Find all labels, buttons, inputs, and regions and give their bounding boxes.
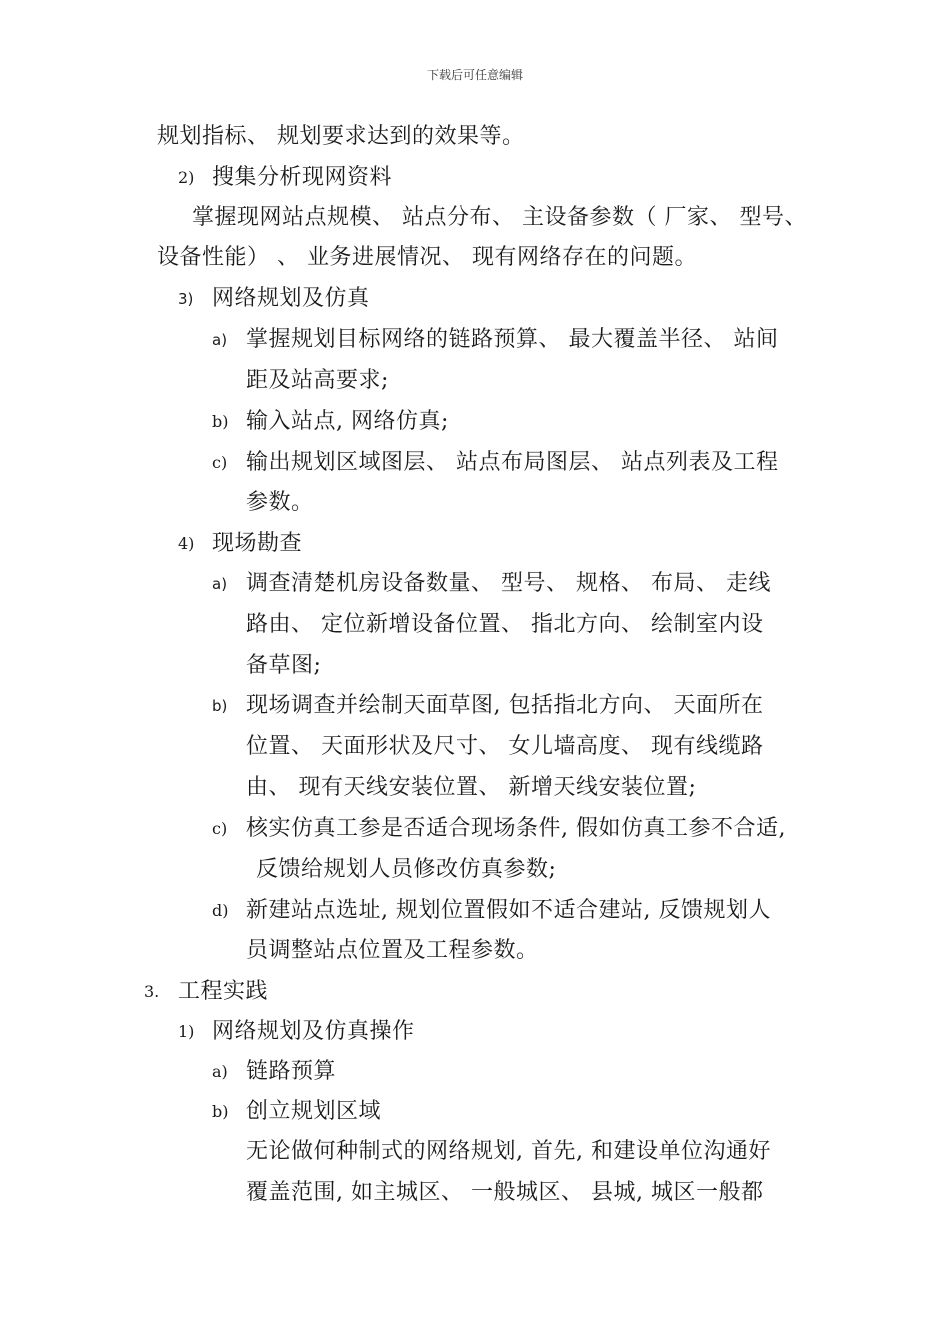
- body-line: 输入站点, 网络仿真;: [246, 409, 449, 434]
- body-line: 参数。: [246, 490, 314, 515]
- body-line: 链路预算: [246, 1059, 337, 1084]
- section-title: 工程实践: [178, 979, 269, 1004]
- list-marker: b): [212, 1102, 229, 1121]
- section-title: 现场勘查: [212, 531, 303, 556]
- body-line: 位置、 天面形状及尺寸、 女儿墙高度、 现有线缆路: [246, 734, 764, 759]
- body-line: 核实仿真工参是否适合现场条件, 假如仿真工参不合适,: [246, 816, 786, 841]
- list-marker: a): [212, 1062, 228, 1081]
- body-line: 距及站高要求;: [246, 368, 389, 393]
- list-marker: 3.: [144, 982, 160, 1001]
- body-line: 输出规划区域图层、 站点布局图层、 站点列表及工程: [246, 450, 779, 475]
- body-line: 设备性能） 、 业务进展情况、 现有网络存在的问题。: [157, 245, 697, 270]
- list-marker: c): [212, 819, 228, 838]
- list-marker: 3): [178, 290, 194, 308]
- body-line: 规划指标、 规划要求达到的效果等。: [157, 124, 525, 149]
- list-marker: 2): [178, 168, 195, 187]
- list-marker: b): [212, 412, 229, 431]
- list-marker: c): [212, 453, 228, 472]
- body-line: 员调整站点位置及工程参数。: [246, 938, 539, 963]
- body-line: 路由、 定位新增设备位置、 指北方向、 绘制室内设: [246, 612, 764, 637]
- body-line: 无论做何种制式的网络规划, 首先, 和建设单位沟通好: [246, 1139, 771, 1164]
- list-marker: a): [212, 575, 228, 593]
- body-line: 调查清楚机房设备数量、 型号、 规格、 布局、 走线: [246, 571, 771, 596]
- body-line: 掌握规划目标网络的链路预算、 最大覆盖半径、 站间: [246, 327, 779, 352]
- body-line: 覆盖范围, 如主城区、 一般城区、 县城, 城区一般都: [246, 1180, 764, 1205]
- list-marker: 4): [178, 534, 195, 553]
- body-line: 新建站点选址, 规划位置假如不适合建站, 反馈规划人: [246, 898, 771, 923]
- body-line: 反馈给规划人员修改仿真参数;: [256, 857, 557, 882]
- section-title: 网络规划及仿真: [212, 286, 370, 311]
- list-marker: d): [212, 901, 229, 920]
- body-line: 创立规划区域: [246, 1099, 382, 1124]
- list-marker: a): [212, 331, 228, 349]
- body-line: 现场调查并绘制天面草图, 包括指北方向、 天面所在: [246, 693, 764, 718]
- body-line: 备草图;: [246, 653, 322, 678]
- section-title: 搜集分析现网资料: [212, 165, 393, 190]
- body-line: 掌握现网站点规模、 站点分布、 主设备参数（ 厂家、 型号、: [192, 205, 807, 230]
- section-title: 网络规划及仿真操作: [212, 1019, 415, 1044]
- page-header: 下载后可任意编辑: [426, 68, 523, 82]
- body-line: 由、 现有天线安装位置、 新增天线安装位置;: [246, 775, 697, 800]
- list-marker: b): [212, 697, 228, 715]
- list-marker: 1): [178, 1022, 195, 1041]
